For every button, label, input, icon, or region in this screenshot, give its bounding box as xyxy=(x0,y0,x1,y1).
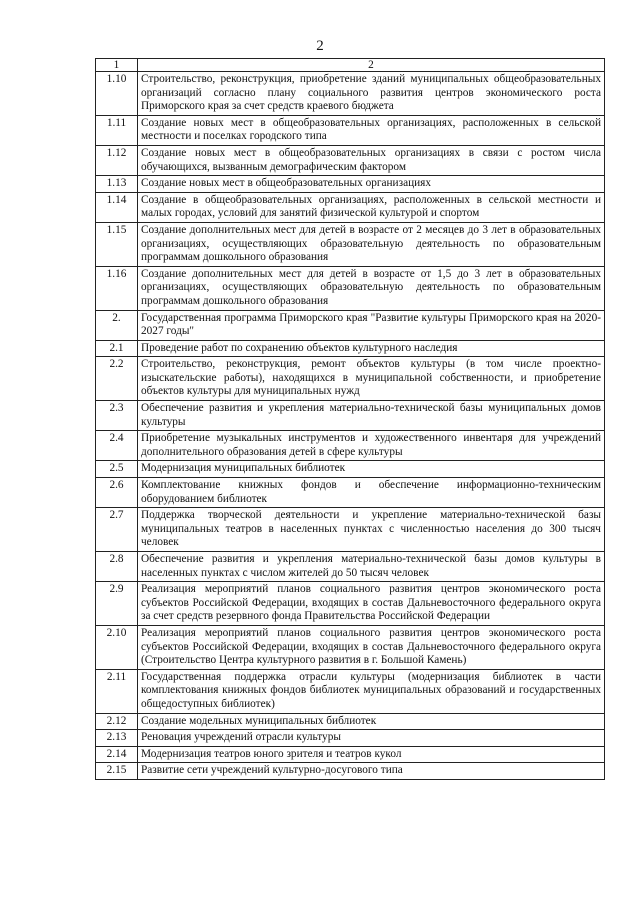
row-number: 1.10 xyxy=(96,72,138,116)
row-number: 1.15 xyxy=(96,222,138,266)
row-text: Создание модельных муниципальных библиотек xyxy=(138,713,605,730)
page-number: 2 xyxy=(316,38,324,54)
table-body xyxy=(96,59,605,780)
table-row xyxy=(96,176,605,193)
row-number: 2.9 xyxy=(96,582,138,626)
row-text: Создание в общеобразовательных организациях, расположенных в сельской местности и малых городах, условий для занятий физической культурой и спортом xyxy=(138,192,605,222)
table-row xyxy=(96,478,605,508)
table-row xyxy=(96,713,605,730)
row-text: Комплектование книжных фондов и обеспечение информационно-техническим оборудованием библиотек xyxy=(138,478,605,508)
row-number: 1.12 xyxy=(96,145,138,175)
table-row xyxy=(96,266,605,310)
table-row xyxy=(96,192,605,222)
row-text: Создание новых мест в общеобразовательных организациях в связи с ростом числа обучающихся, вызванным демографическим фактором xyxy=(138,145,605,175)
row-number: 2.5 xyxy=(96,461,138,478)
row-number: 2.13 xyxy=(96,730,138,747)
table-row xyxy=(96,401,605,431)
table-row xyxy=(96,222,605,266)
table-row xyxy=(96,669,605,713)
row-number: 2. xyxy=(96,310,138,340)
table-row xyxy=(96,115,605,145)
row-number: 2.8 xyxy=(96,552,138,582)
row-number: 1.13 xyxy=(96,176,138,193)
row-text: Создание новых мест в общеобразовательных организациях xyxy=(138,176,605,193)
row-text: Реализация мероприятий планов социального развития центров экономического роста субъектов Российской Федерации, входящих в состав Дальневосточного федерального округа за счет средств резервного фонда Правительства Российской Федерации xyxy=(138,582,605,626)
row-text: Государственная программа Приморского края "Развитие культуры Приморского края на 2020-2027 годы" xyxy=(138,310,605,340)
table-row xyxy=(96,746,605,763)
row-number: 2.2 xyxy=(96,357,138,401)
row-number: 1.11 xyxy=(96,115,138,145)
row-number: 2.1 xyxy=(96,340,138,357)
table-row xyxy=(96,730,605,747)
row-number: 2.3 xyxy=(96,401,138,431)
row-text: Модернизация театров юного зрителя и театров кукол xyxy=(138,746,605,763)
table-row xyxy=(96,145,605,175)
row-text: Модернизация муниципальных библиотек xyxy=(138,461,605,478)
table-row xyxy=(96,72,605,116)
row-number: 1.16 xyxy=(96,266,138,310)
row-number: 2.6 xyxy=(96,478,138,508)
table-row xyxy=(96,508,605,552)
row-text: Создание дополнительных мест для детей в возрасте от 1,5 до 3 лет в образовательных организациях, осуществляющих образовательную деятельность по образовательным программам дошкольного образования xyxy=(138,266,605,310)
header-col-2: 2 xyxy=(138,59,605,72)
table-row xyxy=(96,552,605,582)
table-row xyxy=(96,310,605,340)
table-row xyxy=(96,625,605,669)
row-text: Развитие сети учреждений культурно-досугового типа xyxy=(138,763,605,780)
row-text: Обеспечение развития и укрепления материально-технической базы муниципальных домов культуры xyxy=(138,401,605,431)
row-text: Реализация мероприятий планов социального развития центров экономического роста субъектов Российской Федерации, входящих в состав Дальневосточного федерального округа (Строительство Центра культурного развития в г. Большой Камень) xyxy=(138,625,605,669)
table-row xyxy=(96,582,605,626)
row-number: 2.15 xyxy=(96,763,138,780)
row-number: 2.10 xyxy=(96,625,138,669)
table-row xyxy=(96,763,605,780)
row-text: Обеспечение развития и укрепления материально-технической базы домов культуры в населенных пунктах с числом жителей до 50 тысяч человек xyxy=(138,552,605,582)
row-number: 1.14 xyxy=(96,192,138,222)
header-col-1: 1 xyxy=(96,59,138,72)
table-row xyxy=(96,431,605,461)
row-number: 2.14 xyxy=(96,746,138,763)
row-number: 2.11 xyxy=(96,669,138,713)
row-text: Проведение работ по сохранению объектов культурного наследия xyxy=(138,340,605,357)
activities-table xyxy=(95,58,605,780)
row-number: 2.12 xyxy=(96,713,138,730)
row-number: 2.4 xyxy=(96,431,138,461)
table-row xyxy=(96,357,605,401)
row-text: Создание новых мест в общеобразовательных организациях, расположенных в сельской местности и поселках городского типа xyxy=(138,115,605,145)
table-row xyxy=(96,340,605,357)
row-text: Строительство, реконструкция, ремонт объектов культуры (в том числе проектно-изыскательские работы), находящихся в муниципальной собственности, и приобретение объектов культуры для муниципальных нужд xyxy=(138,357,605,401)
row-number: 2.7 xyxy=(96,508,138,552)
table-header-row xyxy=(96,59,605,72)
row-text: Поддержка творческой деятельности и укрепление материально-технической базы муниципальных театров в населенных пунктах с численностью населения до 300 тысяч человек xyxy=(138,508,605,552)
table-row xyxy=(96,461,605,478)
row-text: Создание дополнительных мест для детей в возрасте от 2 месяцев до 3 лет в образовательных организациях, осуществляющих образовательную деятельность по образовательным программам дошкольного образования xyxy=(138,222,605,266)
row-text: Приобретение музыкальных инструментов и художественного инвентаря для учреждений дополнительного образования детей в сфере культуры xyxy=(138,431,605,461)
row-text: Строительство, реконструкция, приобретение зданий муниципальных общеобразовательных организаций согласно плану социального развития центров экономического роста Приморского края за счет средств краевого бюджета xyxy=(138,72,605,116)
row-text: Государственная поддержка отрасли культуры (модернизация библиотек в части комплектования книжных фондов библиотек муниципальных образований и государственных общедоступных библиотек) xyxy=(138,669,605,713)
row-text: Реновация учреждений отрасли культуры xyxy=(138,730,605,747)
